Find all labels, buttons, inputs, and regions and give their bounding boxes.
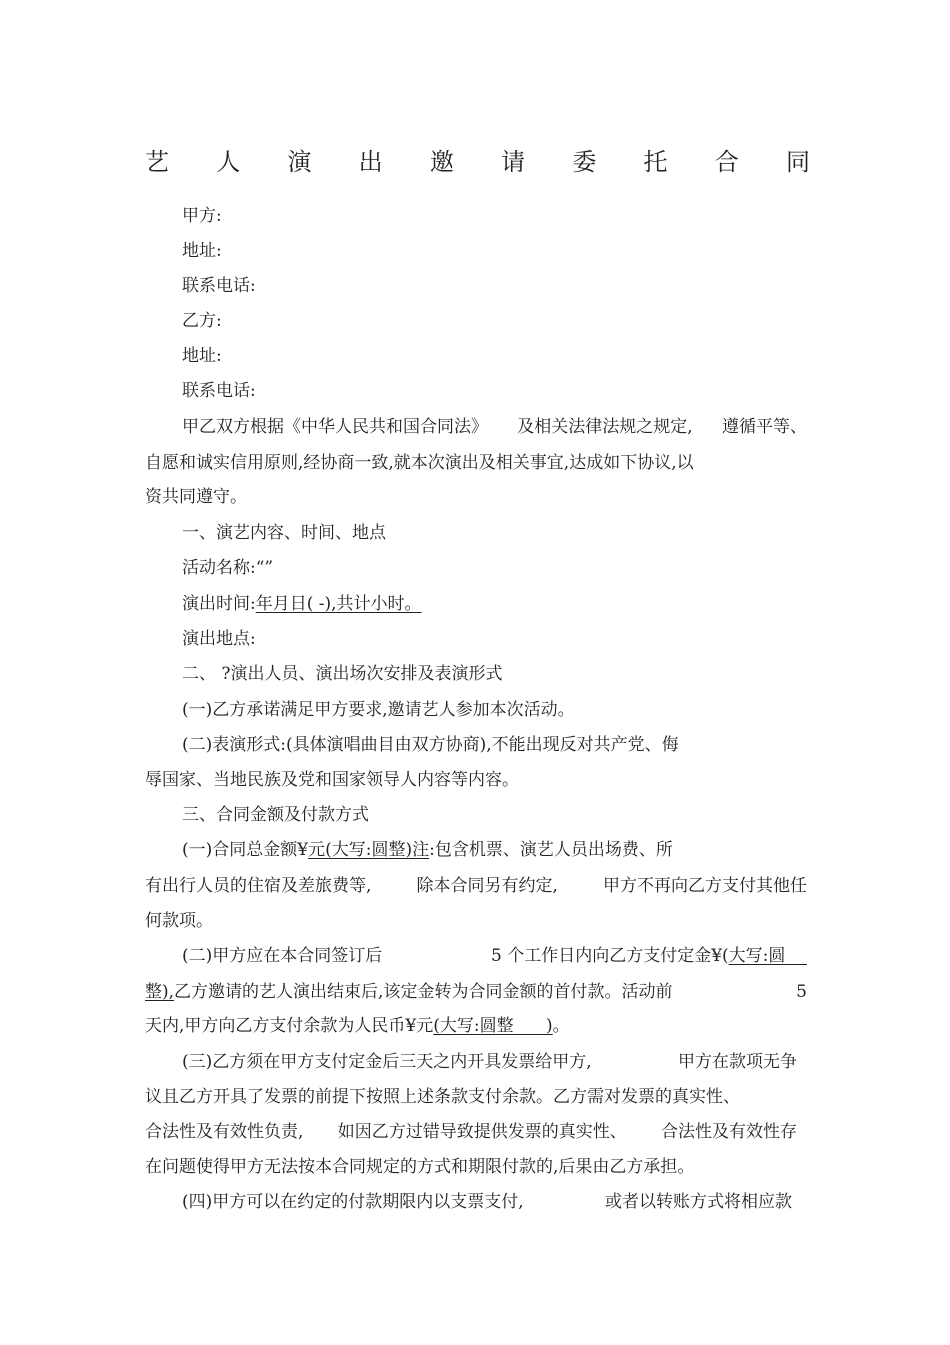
intro-text: 甲乙双方根据《中华人民共和国合同法》 <box>182 417 488 437</box>
title-char: 合 <box>714 148 739 176</box>
clause-text: 除本合同另有约定, <box>416 876 558 896</box>
clause-underlined: 大写:圆 <box>728 946 807 966</box>
party-b-address: 地址: <box>182 346 222 366</box>
clause-text: (一)合同总金额¥ <box>182 840 309 860</box>
party-a-name: 甲方: <box>182 206 222 226</box>
party-a-address: 地址: <box>182 241 222 261</box>
section-3-item-2-line-1 <box>182 944 807 968</box>
clause-text: :包含机票、演艺人员出场费、所 <box>429 840 673 860</box>
section-2-item-1: (一)乙方承诺满足甲方要求,邀请艺人参加本次活动。 <box>182 700 575 720</box>
clause-text: (四)甲方可以在约定的付款期限内以支票支付, <box>182 1192 524 1212</box>
clause-text: 5 个工作日内向乙方支付定金¥( <box>490 946 729 966</box>
title-char: 演 <box>287 148 312 176</box>
section-3-item-2-line-2 <box>145 980 807 1004</box>
clause-underlined: 元(大写:圆整)注 <box>308 840 430 860</box>
section-2-item-2-line-1: (二)表演形式:(具体演唱曲目由双方协商),不能出现反对共产党、侮 <box>182 735 679 755</box>
section-3-item-2-line-3 <box>145 1014 570 1038</box>
section-3-item-1-line-1 <box>182 838 673 862</box>
clause-text: (三)乙方须在甲方支付定金后三天之内开具发票给甲方, <box>182 1052 592 1072</box>
section-3-item-4-line-1 <box>182 1190 792 1214</box>
section-3-heading: 三、合同金额及付款方式 <box>182 805 369 825</box>
clause-text: 。 <box>552 1016 570 1036</box>
clause-text-group <box>145 980 672 1004</box>
section-3-item-3-line-3 <box>145 1120 797 1144</box>
activity-name: 活动名称:“” <box>182 558 274 578</box>
title-char: 邀 <box>429 148 454 176</box>
intro-line-2: 自愿和诚实信用原则,经协商一致,就本次演出及相关事宜,达成如下协议,以 <box>145 453 694 473</box>
section-3-item-1-line-2 <box>145 874 807 898</box>
intro-text: 遵循平等、 <box>722 417 807 437</box>
clause-text-group <box>491 944 807 968</box>
clause-text: 或者以转账方式将相应款 <box>605 1192 792 1212</box>
title-char: 请 <box>501 148 526 176</box>
clause-text: 5 <box>796 982 807 1002</box>
title-char: 人 <box>216 148 241 176</box>
intro-line-3: 资共同遵守。 <box>145 487 247 507</box>
performance-time-value: 年月日( -),共计小时。 <box>255 594 422 614</box>
party-a-phone: 联系电话: <box>182 276 256 296</box>
clause-text: 如因乙方过错导致提供发票的真实性、 <box>337 1122 627 1142</box>
clause-text: 甲方在款项无争 <box>678 1052 797 1072</box>
clause-text: 有出行人员的住宿及差旅费等, <box>145 876 372 896</box>
title-char: 委 <box>572 148 597 176</box>
section-3-item-3-line-1 <box>182 1050 797 1074</box>
clause-text: 合法性及有效性存 <box>661 1122 797 1142</box>
title-char: 出 <box>358 148 383 176</box>
clause-underlined: 整), <box>145 982 175 1002</box>
performance-venue: 演出地点: <box>182 629 256 649</box>
performance-time <box>182 592 422 616</box>
clause-text: 甲方不再向乙方支付其他任 <box>603 876 807 896</box>
title-char: 同 <box>785 148 810 176</box>
party-b-name: 乙方: <box>182 311 222 331</box>
section-3-item-3-line-2: 议且乙方开具了发票的前提下按照上述条款支付余款。乙方需对发票的真实性、 <box>145 1087 740 1107</box>
clause-text: 天内,甲方向乙方支付余款为人民币¥元 <box>145 1016 434 1036</box>
performance-time-label: 演出时间: <box>182 594 256 614</box>
section-1-heading: 一、演艺内容、时间、地点 <box>182 523 386 543</box>
clause-text: 乙方邀请的艺人演出结束后,该定金转为合同金额的首付款。活动前 <box>174 982 673 1002</box>
document-title <box>145 142 810 182</box>
intro-line-1 <box>182 415 807 439</box>
clause-text: 合法性及有效性负责, <box>145 1122 304 1142</box>
section-3-item-3-line-4: 在问题使得甲方无法按本合同规定的方式和期限付款的,后果由乙方承担。 <box>145 1157 695 1177</box>
title-char: 托 <box>643 148 668 176</box>
section-2-heading: 二、 ?演出人员、演出场次安排及表演形式 <box>182 664 503 684</box>
section-3-item-1-line-3: 何款项。 <box>145 911 213 931</box>
title-char: 艺 <box>145 148 169 176</box>
clause-underlined: (大写:圆整 ) <box>433 1016 553 1036</box>
section-2-item-2-line-2: 辱国家、当地民族及党和国家领导人内容等内容。 <box>145 770 519 790</box>
clause-text: (二)甲方应在本合同签订后 <box>182 946 383 966</box>
party-b-phone: 联系电话: <box>182 381 256 401</box>
intro-text: 及相关法律法规之规定, <box>517 417 693 437</box>
